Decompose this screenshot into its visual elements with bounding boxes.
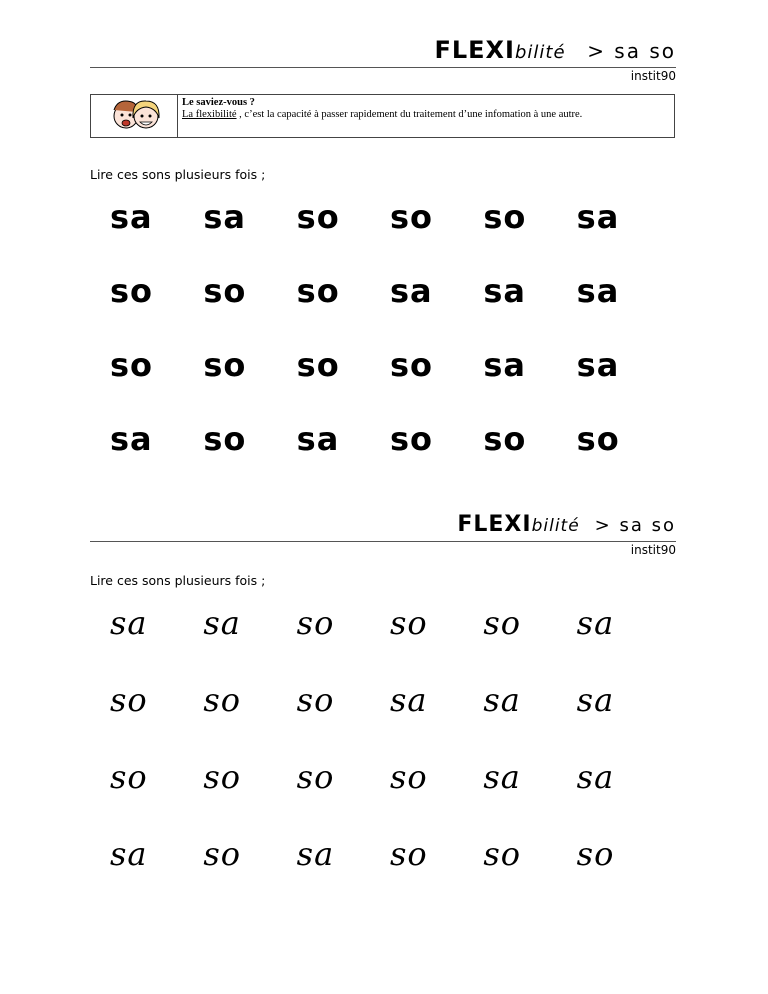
syllable-script: sa xyxy=(576,681,615,719)
syllable-script: so xyxy=(110,681,148,719)
instruction-2: Lire ces sons plusieurs fois ; xyxy=(90,573,266,588)
syllable: so xyxy=(296,198,340,236)
syllable-script: so xyxy=(483,604,522,642)
info-box xyxy=(90,94,675,138)
syllable-script: so xyxy=(203,681,242,719)
syllable: so xyxy=(296,346,340,384)
header-rule xyxy=(90,67,676,68)
syllable-script: so xyxy=(576,835,615,873)
syllable-script: so xyxy=(203,758,242,796)
author-label-2: instit90 xyxy=(630,543,676,557)
syllable: so xyxy=(203,346,247,384)
syllable: so xyxy=(110,272,154,310)
syllable: sa xyxy=(110,420,153,458)
syllable-script: sa xyxy=(203,604,241,642)
title-bilite: bilité xyxy=(514,42,566,63)
syllable: sa xyxy=(483,272,526,310)
syllable-script: so xyxy=(390,835,428,873)
syllable: so xyxy=(203,272,247,310)
syllable: so xyxy=(576,420,620,458)
syllable-script: so xyxy=(296,681,335,719)
syllable: sa xyxy=(483,346,526,384)
syllable-script: so xyxy=(390,604,428,642)
title-bilite-2: bilité xyxy=(531,516,580,536)
syllable-grid-script xyxy=(110,604,670,912)
syllable-script: so xyxy=(296,758,335,796)
author-label: instit90 xyxy=(630,69,676,83)
syllable-script: sa xyxy=(110,835,148,873)
syllable-script: sa xyxy=(110,604,148,642)
syllable-script: so xyxy=(203,835,242,873)
syllable: sa xyxy=(390,272,433,310)
syllable: sa xyxy=(296,420,340,458)
syllable-script: so xyxy=(296,604,335,642)
syllable-script: so xyxy=(483,835,522,873)
title-flexi-2: FLEXI xyxy=(457,512,532,537)
syllable-grid-bold xyxy=(110,198,670,494)
syllable: so xyxy=(110,346,154,384)
header-rule-2 xyxy=(90,541,676,542)
syllable: so xyxy=(203,420,247,458)
syllable: so xyxy=(390,346,434,384)
syllable-script: sa xyxy=(296,835,335,873)
instruction-1: Lire ces sons plusieurs fois ; xyxy=(90,167,266,182)
info-definition: , c’est la capacité à passer rapidement du traitement d’une infomation à une autre. xyxy=(236,109,583,120)
kids-illustration xyxy=(91,95,178,137)
info-text xyxy=(178,95,586,137)
info-heading: Le saviez-vous ? xyxy=(182,97,255,108)
syllable-script: so xyxy=(390,758,428,796)
title-sounds-2: > sa so xyxy=(594,515,676,536)
syllable-script: sa xyxy=(390,681,428,719)
syllable: sa xyxy=(203,198,246,236)
syllable-script: sa xyxy=(483,681,521,719)
kids-faces-icon xyxy=(104,96,164,136)
title-flexi: FLEXI xyxy=(434,36,515,64)
syllable: so xyxy=(390,198,434,236)
info-term: La flexibilité xyxy=(182,109,237,120)
syllable: sa xyxy=(110,198,153,236)
syllable-script: so xyxy=(110,758,148,796)
syllable: sa xyxy=(576,198,620,236)
syllable: so xyxy=(483,420,527,458)
page-title-2 xyxy=(457,512,676,537)
syllable: sa xyxy=(576,272,620,310)
syllable-script: sa xyxy=(576,758,615,796)
syllable-script: sa xyxy=(483,758,521,796)
syllable: so xyxy=(296,272,340,310)
syllable: sa xyxy=(576,346,620,384)
syllable-script: sa xyxy=(576,604,615,642)
syllable: so xyxy=(390,420,434,458)
syllable: so xyxy=(483,198,527,236)
title-sounds: > sa so xyxy=(587,39,676,63)
page-title xyxy=(434,36,676,64)
